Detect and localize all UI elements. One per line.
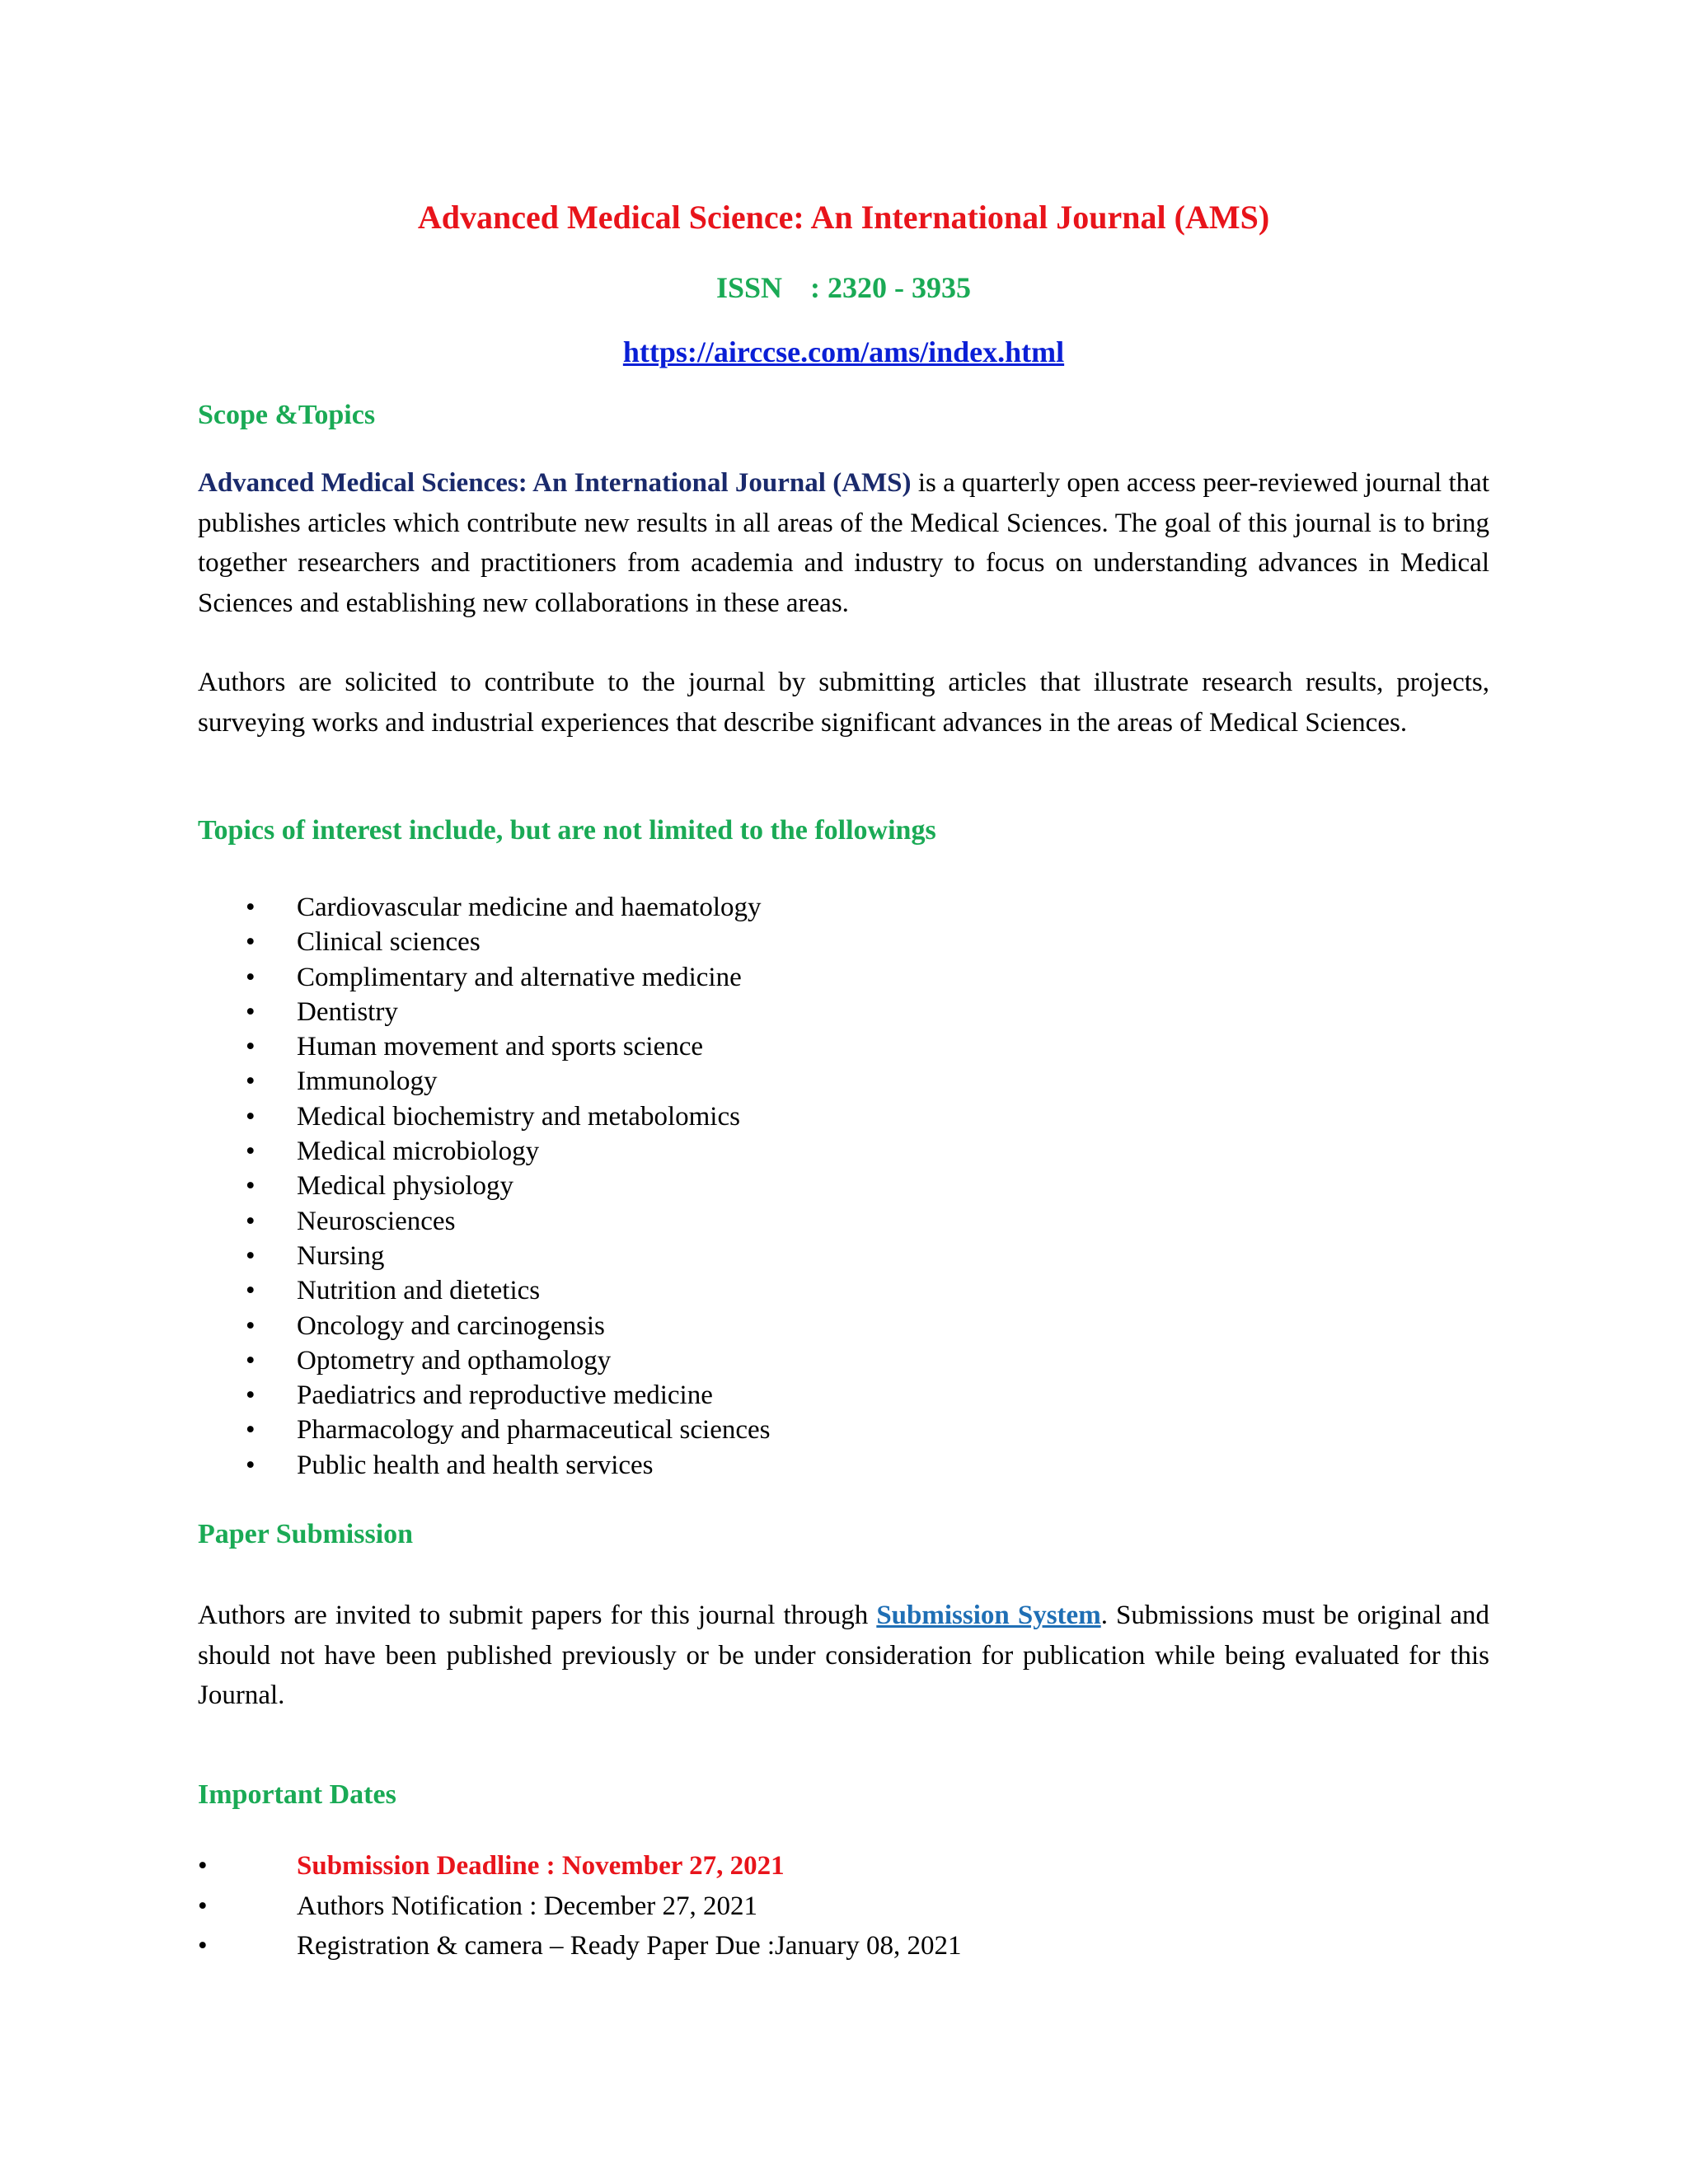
topic-label: Nutrition and dietetics: [297, 1276, 541, 1306]
bullet-icon: •: [246, 962, 256, 992]
bullet-icon: •: [246, 893, 256, 922]
topic-item: [198, 890, 771, 925]
bullet-icon: •: [198, 1891, 208, 1921]
submission-after: . Submissions must be original and should not have been published previously or be under consideration for publication while being evaluated for this Journal.: [198, 1601, 1489, 1710]
submission-before: Authors are invited to submit papers for this journal through: [198, 1601, 877, 1630]
bullet-icon: •: [246, 1380, 256, 1411]
bullet-icon: •: [246, 1450, 256, 1480]
topic-label: Public health and health services: [297, 1450, 654, 1480]
bullet-icon: •: [246, 1032, 256, 1062]
date-item-deadline: [198, 1846, 961, 1886]
topic-label: Dentistry: [297, 996, 398, 1027]
topic-item: [198, 925, 771, 959]
issn-label: ISSN: [715, 271, 783, 304]
topic-item: [198, 1064, 771, 1099]
intro-lead: Advanced Medical Sciences: An International Journal (AMS): [198, 468, 912, 498]
topic-label: Complimentary and alternative medicine: [297, 962, 742, 992]
date-label: Submission Deadline : November 27, 2021: [297, 1851, 785, 1881]
bullet-icon: •: [246, 1310, 256, 1341]
topic-item: [198, 1204, 771, 1239]
dates-heading: Important Dates: [198, 1779, 396, 1810]
topic-label: Medical biochemistry and metabolomics: [297, 1101, 740, 1132]
bullet-icon: •: [246, 1276, 256, 1306]
scope-heading: Scope &Topics: [198, 400, 376, 430]
topic-label: Nursing: [297, 1240, 385, 1271]
topic-item: [198, 1029, 771, 1064]
topic-item: [198, 1413, 771, 1447]
bullet-icon: •: [198, 1851, 208, 1881]
topic-label: Medical physiology: [297, 1171, 514, 1202]
topic-item: [198, 1169, 771, 1203]
submission-heading: Paper Submission: [198, 1519, 414, 1549]
bullet-icon: •: [246, 1240, 256, 1271]
submission-system-link[interactable]: Submission System: [876, 1601, 1101, 1630]
date-item: [198, 1926, 961, 1966]
bullet-icon: •: [198, 1931, 208, 1961]
bullet-icon: •: [246, 1206, 256, 1236]
topic-item: [198, 1134, 771, 1169]
topic-label: Immunology: [297, 1066, 438, 1097]
topic-item: [198, 1378, 771, 1413]
intro-paragraph: [198, 463, 1489, 623]
topic-label: Human movement and sports science: [297, 1032, 704, 1062]
bullet-icon: •: [246, 996, 256, 1027]
bullet-icon: •: [246, 1171, 256, 1202]
topic-label: Cardiovascular medicine and haematology: [297, 893, 762, 922]
bullet-icon: •: [246, 1415, 256, 1446]
topic-label: Oncology and carcinogensis: [297, 1310, 605, 1341]
topic-item: [198, 960, 771, 995]
topic-label: Paediatrics and reproductive medicine: [297, 1380, 713, 1411]
topic-label: Clinical sciences: [297, 927, 481, 958]
authors-paragraph: Authors are solicited to contribute to the journal by submitting articles that illustrate research results, projects, surveying works and industrial experiences that describe significant advances in the areas of Medical Sciences.: [198, 668, 1489, 738]
date-label: Authors Notification : December 27, 2021: [297, 1891, 758, 1921]
topics-heading: Topics of interest include, but are not limited to the followings: [198, 815, 936, 846]
topic-item: [198, 1343, 771, 1378]
topic-item: [198, 1099, 771, 1134]
topic-label: Medical microbiology: [297, 1137, 540, 1167]
topics-list: [198, 890, 771, 1483]
topic-label: Pharmacology and pharmaceutical sciences: [297, 1415, 771, 1446]
date-label: Registration & camera – Ready Paper Due :January 08, 2021: [297, 1931, 962, 1961]
journal-url-line: [198, 335, 1489, 370]
topic-item: [198, 995, 771, 1029]
bullet-icon: •: [246, 1101, 256, 1132]
journal-title: Advanced Medical Science: An International Journal (AMS): [417, 199, 1270, 236]
journal-url-link[interactable]: https://airccse.com/ams/index.html: [622, 335, 1065, 368]
topic-item: [198, 1309, 771, 1343]
topic-item: [198, 1273, 771, 1308]
dates-list: [198, 1846, 961, 1966]
submission-paragraph: [198, 1596, 1489, 1716]
bullet-icon: •: [246, 1066, 256, 1097]
topic-label: Neurosciences: [297, 1206, 456, 1236]
issn-value: : 2320 - 3935: [810, 271, 972, 304]
topic-item: [198, 1448, 771, 1483]
date-item: [198, 1886, 961, 1927]
bullet-icon: •: [246, 1345, 256, 1376]
intro-rest: is a quarterly open access peer-reviewed journal that publishes articles which contribute new results in all areas of the Medical Sciences. The goal of this journal is to bring together researchers and practitioners from academia and industry to focus on understanding advances in Medical Sciences and establishing new collaborations in these areas.: [198, 468, 1489, 618]
bullet-icon: •: [246, 1137, 256, 1167]
issn-line: [198, 270, 1489, 306]
topic-label: Optometry and opthamology: [297, 1345, 612, 1376]
bullet-icon: •: [246, 927, 256, 958]
topic-item: [198, 1239, 771, 1273]
